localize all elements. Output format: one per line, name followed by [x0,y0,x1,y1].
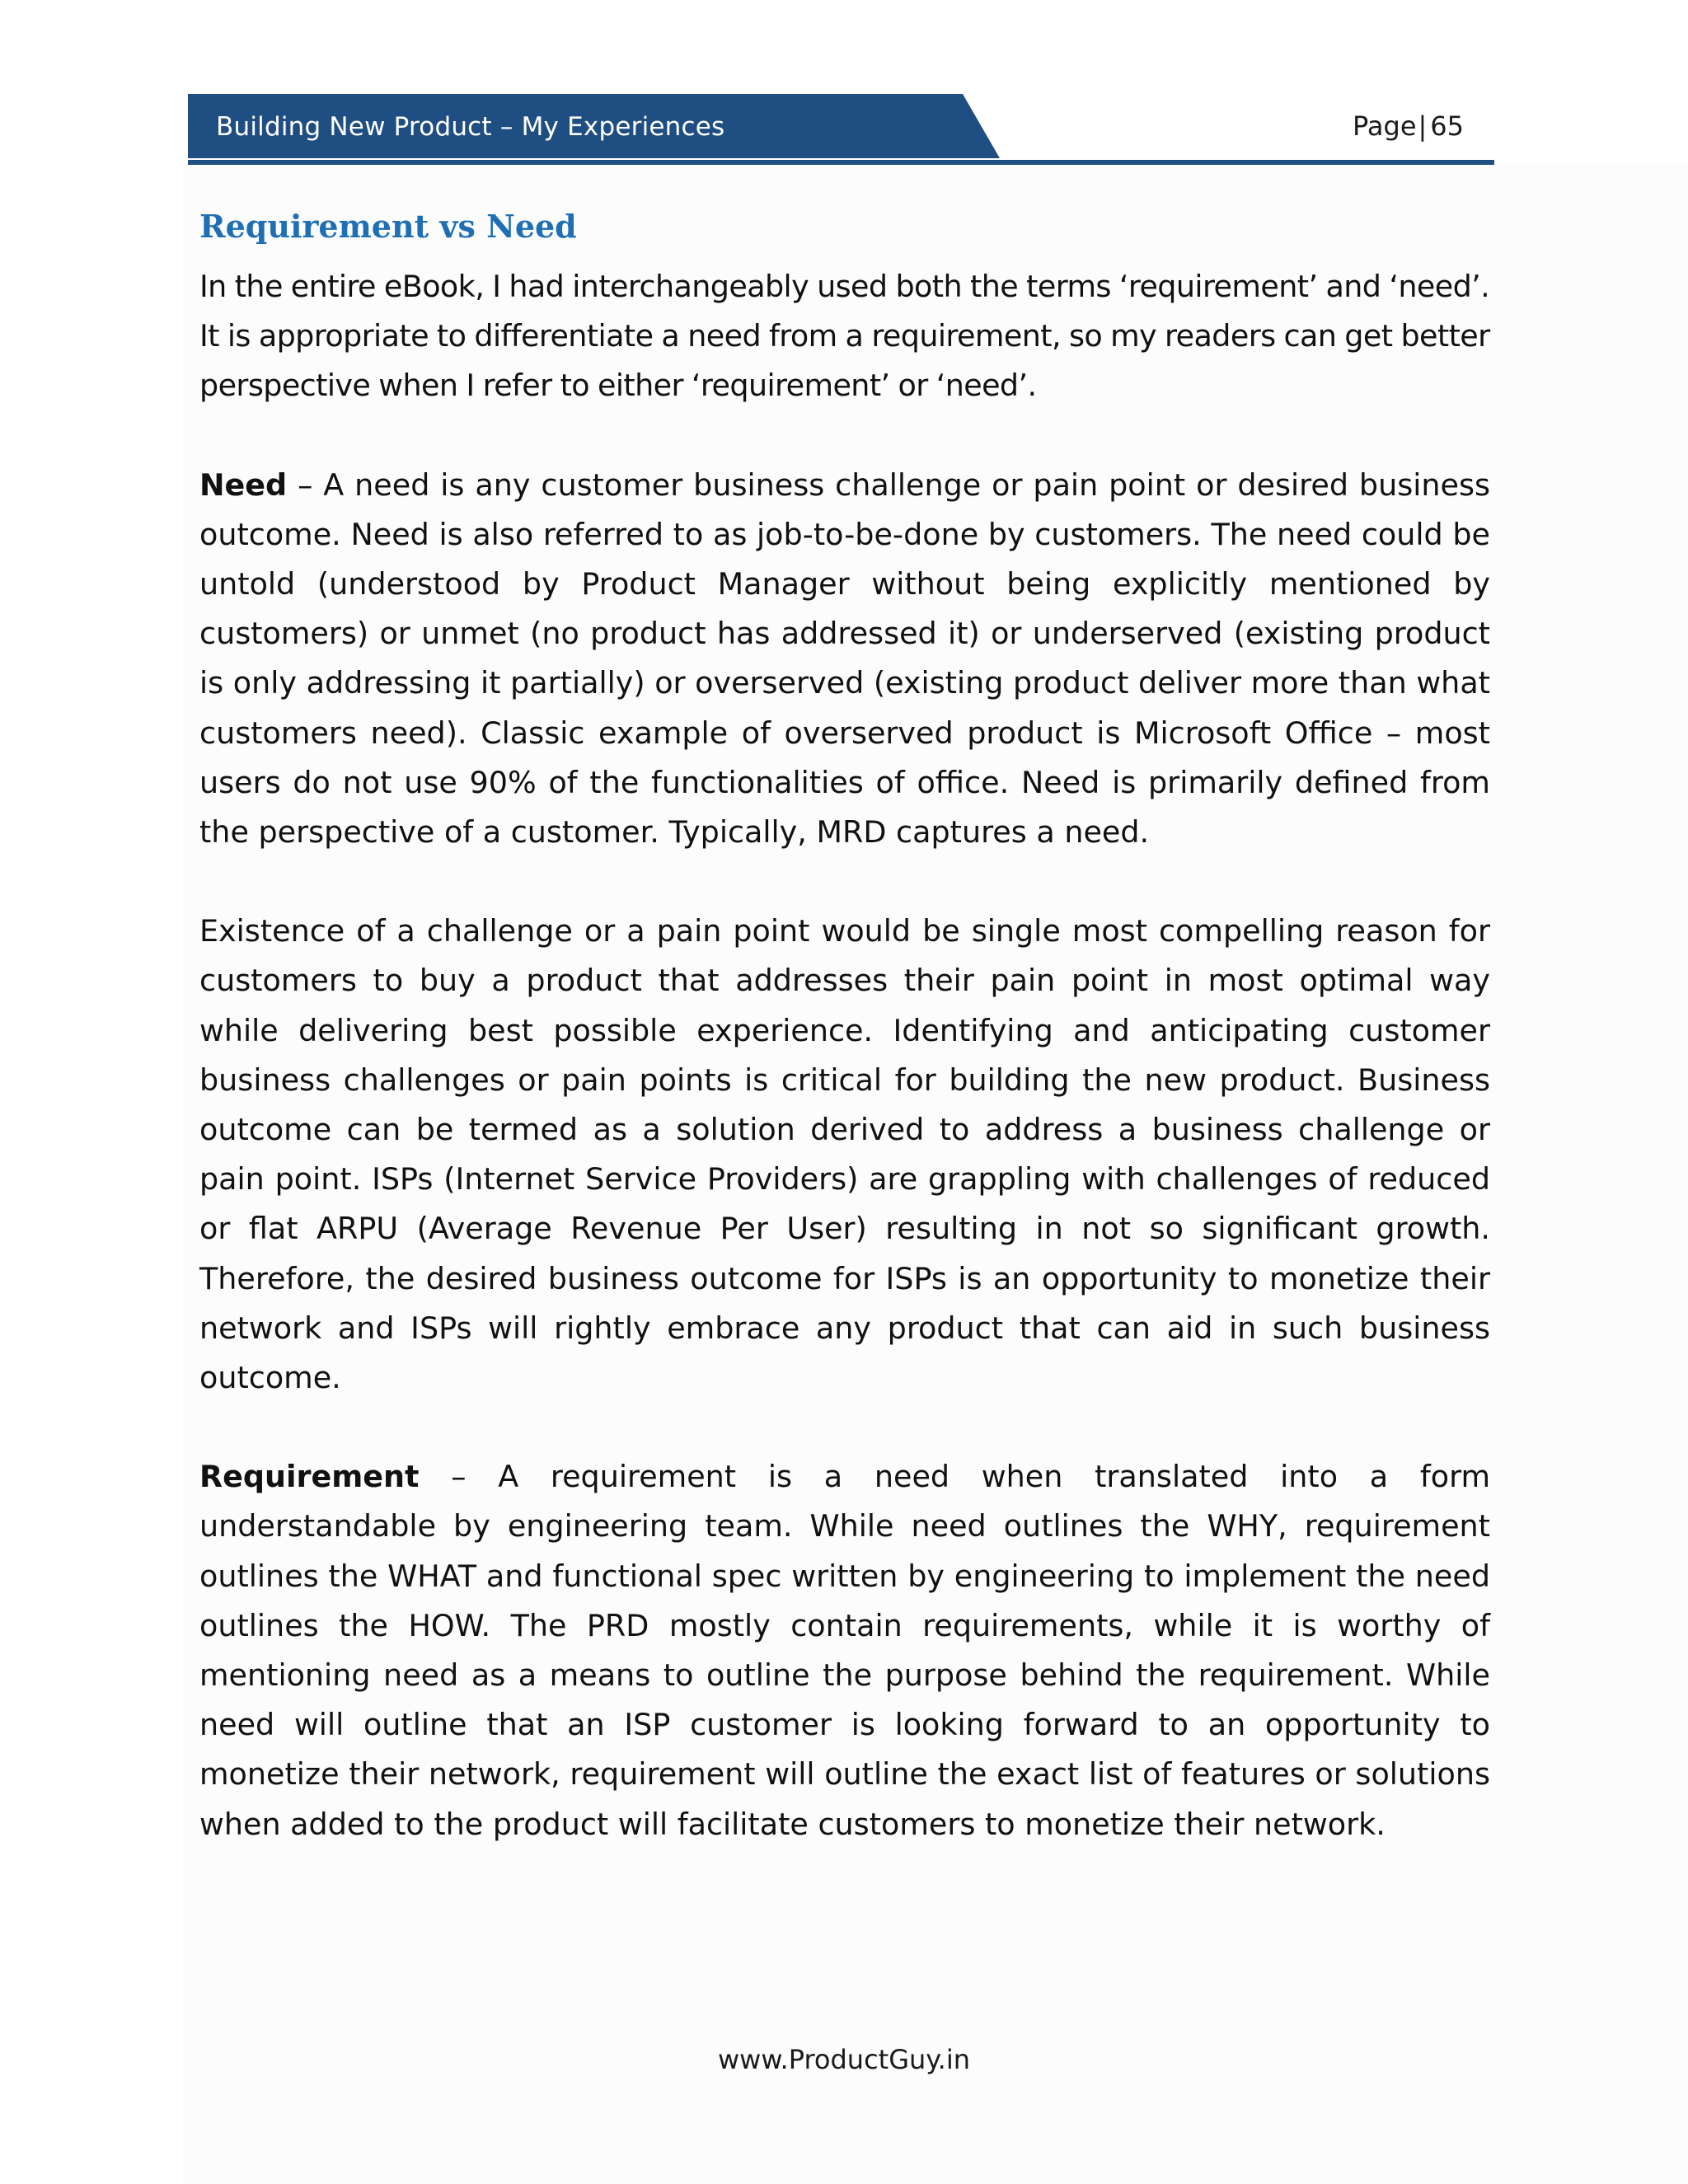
intro-paragraph: In the entire eBook, I had interchangeably used both the terms ‘requirement’ and ‘need’. It is appropriate to differentiate a need from a requirement, so my readers can get better perspective when I refer to either ‘requirement’ or ‘need’. [199,269,1490,404]
requirement-paragraph [199,1452,1490,1849]
requirement-term: Requirement [199,1459,420,1495]
page-content [199,199,1490,1899]
requirement-definition: – A requirement is a need when translated into a form understandable by engineering team. While need outlines the WHY, requirement outlines the WHAT and functional spec written by engineering to implement the need outlines the HOW. The PRD mostly contain requirements, while it is worthy of mentioning need as a means to outline the purpose behind the requirement. While need will outline that an ISP customer is looking forward to an opportunity to monetize their network, requirement will outline the exact list of features or solutions when added to the product will facilitate customers to monetize their network. [199,1459,1490,1842]
existence-paragraph: Existence of a challenge or a pain point would be single most compelling reason for customers to buy a product that addresses their pain point in most optimal way while delivering best possible experience. Identifying and anticipating customer business challenges or pain points is critical for building the new product. Business outcome can be termed as a solution derived to address a business challenge or pain point. ISPs (Internet Service Providers) are grappling with challenges of reduced or flat ARPU (Average Revenue Per User) resulting in not so significant growth. Therefore, the desired business outcome for ISPs is an opportunity to monetize their network and ISPs will rightly embrace any product that can aid in such business outcome. [199,913,1490,1396]
page-header [188,94,1492,166]
need-definition: – A need is any customer business challenge or pain point or desired business outcome. Need is also referred to as job-to-be-done by customers. The need could be untold (understood by Product Manager without being explicitly mentioned by customers) or unmet (no product has addressed it) or underserved (existing product is only addressing it partially) or overserved (existing product deliver more than what customers need). Classic example of overserved product is Microsoft Office – most users do not use 90% of the functionalities of office. Need is primarily defined from the perspective of a customer. Typically, MRD captures a need. [199,466,1490,851]
header-rule [188,160,1494,165]
page-number-label [1353,110,1464,142]
need-paragraph [199,461,1490,858]
page-separator: | [1418,110,1428,142]
section-heading: Requirement vs Need [199,208,577,245]
need-term: Need [199,466,288,503]
header-title: Building New Product – My Experiences [216,112,725,142]
page-number: 65 [1430,110,1464,142]
page-label: Page [1353,110,1417,142]
footer-url: www.ProductGuy.in [717,2044,971,2075]
